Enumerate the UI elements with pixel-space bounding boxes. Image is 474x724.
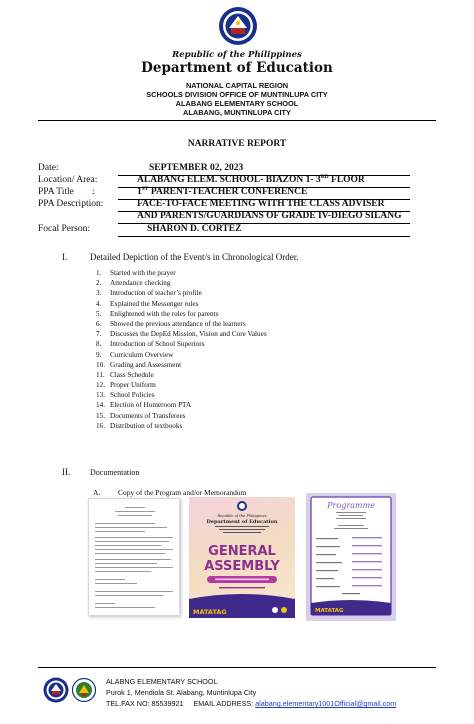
list-item-text: Started with the prayer [110, 269, 176, 277]
list-item-number: 1. [96, 269, 102, 277]
ppa-title-value: 1ST PARENT-TEACHER CONFERENCE [137, 185, 308, 197]
republic-heading: Republic of the Philippines [172, 50, 302, 60]
list-item [96, 339, 396, 349]
programme-brand: MATATAG [315, 608, 344, 614]
list-item-text: Election of Homeroom PTA [110, 401, 192, 410]
list-item [96, 278, 396, 288]
list-item [96, 319, 396, 329]
region-line: NATIONAL CAPITAL REGION [185, 81, 289, 90]
poster-title-line1: GENERAL [208, 544, 276, 559]
footer-contact [106, 699, 396, 708]
list-item [96, 421, 396, 431]
poster-artwork [189, 497, 295, 618]
list-item [96, 380, 396, 390]
list-item-text: Discusses the DepEd Mission, Vision and Core Values [110, 330, 267, 339]
list-item [96, 390, 396, 400]
list-item [96, 411, 396, 421]
focal-person-label: Focal Person: [38, 224, 90, 234]
programme-image [306, 493, 396, 621]
poster-republic: Republic of the Philippines [217, 514, 267, 518]
list-item-text: Distribution of textbooks [110, 421, 183, 430]
report-title: NARRATIVE REPORT [187, 139, 287, 149]
footer-email-label: EMAIL ADDRESS: [193, 699, 254, 708]
list-item [96, 329, 396, 339]
list-item-number: 13. [96, 391, 105, 400]
footer-address: Purok 1, Mendiola St. Alabang, Muntinlupa City [106, 688, 257, 697]
focal-person-value: SHARON D. CORTEZ [147, 224, 242, 234]
list-item-text: Curriculum Overview [110, 350, 174, 359]
list-item-number: 6. [96, 319, 102, 328]
list-item [96, 309, 396, 319]
list-item [96, 299, 396, 309]
list-item-text: Enlightened with the rules for parents [110, 309, 219, 318]
footer-divider [38, 667, 436, 668]
list-item [96, 288, 396, 298]
footer-telfax: TEL.FAX NO: 85539921 [106, 699, 184, 708]
header-divider [38, 120, 436, 121]
location-value: ALABANG ELEM. SCHOOL- BIAZON 1- 3RD FLOOR [137, 173, 365, 185]
focal-person-underline [118, 236, 410, 237]
ppa-title-label: PPA Title [38, 187, 74, 197]
ppa-description-label: PPA Description: [38, 199, 104, 209]
list-item-number: 9. [96, 350, 102, 359]
list-item-text: Introduction of teacher’s profile [110, 289, 202, 298]
ppa-description-value-line2: AND PARENTS/GUARDIANS OF GRADE IV-DIEGO SILANG [137, 211, 402, 221]
list-item-number: 15. [96, 411, 105, 420]
footer-email-link[interactable]: alabang.elementary1001Official@gmail.com [255, 699, 397, 708]
list-item-number: 12. [96, 381, 105, 390]
list-item-number: 14. [96, 401, 105, 410]
list-item-number: 11. [96, 370, 105, 379]
list-item-text: Attendance checking [110, 279, 171, 288]
ppa-description-value-line1: FACE-TO-FACE MEETING WITH THE CLASS ADVISER [137, 199, 385, 209]
list-item-text: Class Schedule [110, 370, 154, 379]
section-2-number: II. [62, 467, 71, 477]
school-line: ALABANG ELEMENTARY SCHOOL [175, 99, 299, 108]
footer-school-name: ALABNG ELEMENTARY SCHOOL [106, 677, 218, 686]
deped-footer-seal-icon [43, 677, 69, 703]
list-item-number: 5. [96, 309, 102, 318]
list-item-text: School Policies [110, 391, 155, 400]
list-item-number: 16. [96, 421, 105, 430]
general-assembly-poster [189, 497, 295, 618]
date-label: Date: [38, 163, 59, 173]
list-item-text: Showed the previous attendance of the learners [110, 319, 246, 328]
list-item-number: 4. [96, 299, 102, 308]
section-1-number: I. [62, 252, 68, 262]
list-item [96, 400, 396, 410]
list-item-text: Proper Uniform [110, 381, 156, 390]
memorandum-image [88, 498, 180, 616]
subsection-a-title: Copy of the Program and/or Memorandum [118, 488, 247, 497]
poster-department: Department of Education [206, 519, 278, 525]
list-item-number: 7. [96, 330, 102, 339]
date-value: SEPTEMBER 02, 2023 [149, 163, 244, 173]
programme-artwork [306, 493, 396, 621]
list-item [96, 360, 396, 370]
list-item-text: Documents of Transferees [110, 411, 186, 420]
list-item-text: Grading and Assessment [110, 360, 182, 369]
list-item [96, 268, 396, 278]
school-logo-icon [72, 678, 96, 702]
ppa-title-colon: : [92, 187, 95, 197]
division-line: SCHOOLS DIVISION OFFICE OF MUNTINLUPA CITY [146, 90, 328, 99]
list-item-number: 10. [96, 360, 105, 369]
subsection-a-letter: A. [93, 488, 101, 497]
address-line: ALABANG, MUNTINLUPA CITY [183, 108, 291, 117]
department-heading: Department of Education [141, 60, 333, 76]
list-item-text: Explained the Messenger rules [110, 299, 199, 308]
list-item [96, 370, 396, 380]
chronological-list [96, 268, 396, 431]
section-2-title: Documentation [90, 468, 140, 477]
location-label: Location/ Area: [38, 175, 98, 185]
poster-brand: MATATAG [193, 608, 227, 616]
section-1-title: Detailed Depiction of the Event/s in Chronological Order. [90, 252, 299, 262]
list-item-number: 8. [96, 340, 102, 349]
list-item-number: 3. [96, 289, 102, 298]
poster-title-line2: ASSEMBLY [204, 559, 280, 574]
list-item-text: Introduction of School Superiors [110, 340, 205, 349]
programme-title: Programme [327, 501, 375, 510]
list-item-number: 2. [96, 279, 102, 288]
list-item [96, 350, 396, 360]
deped-seal-icon [218, 6, 258, 46]
